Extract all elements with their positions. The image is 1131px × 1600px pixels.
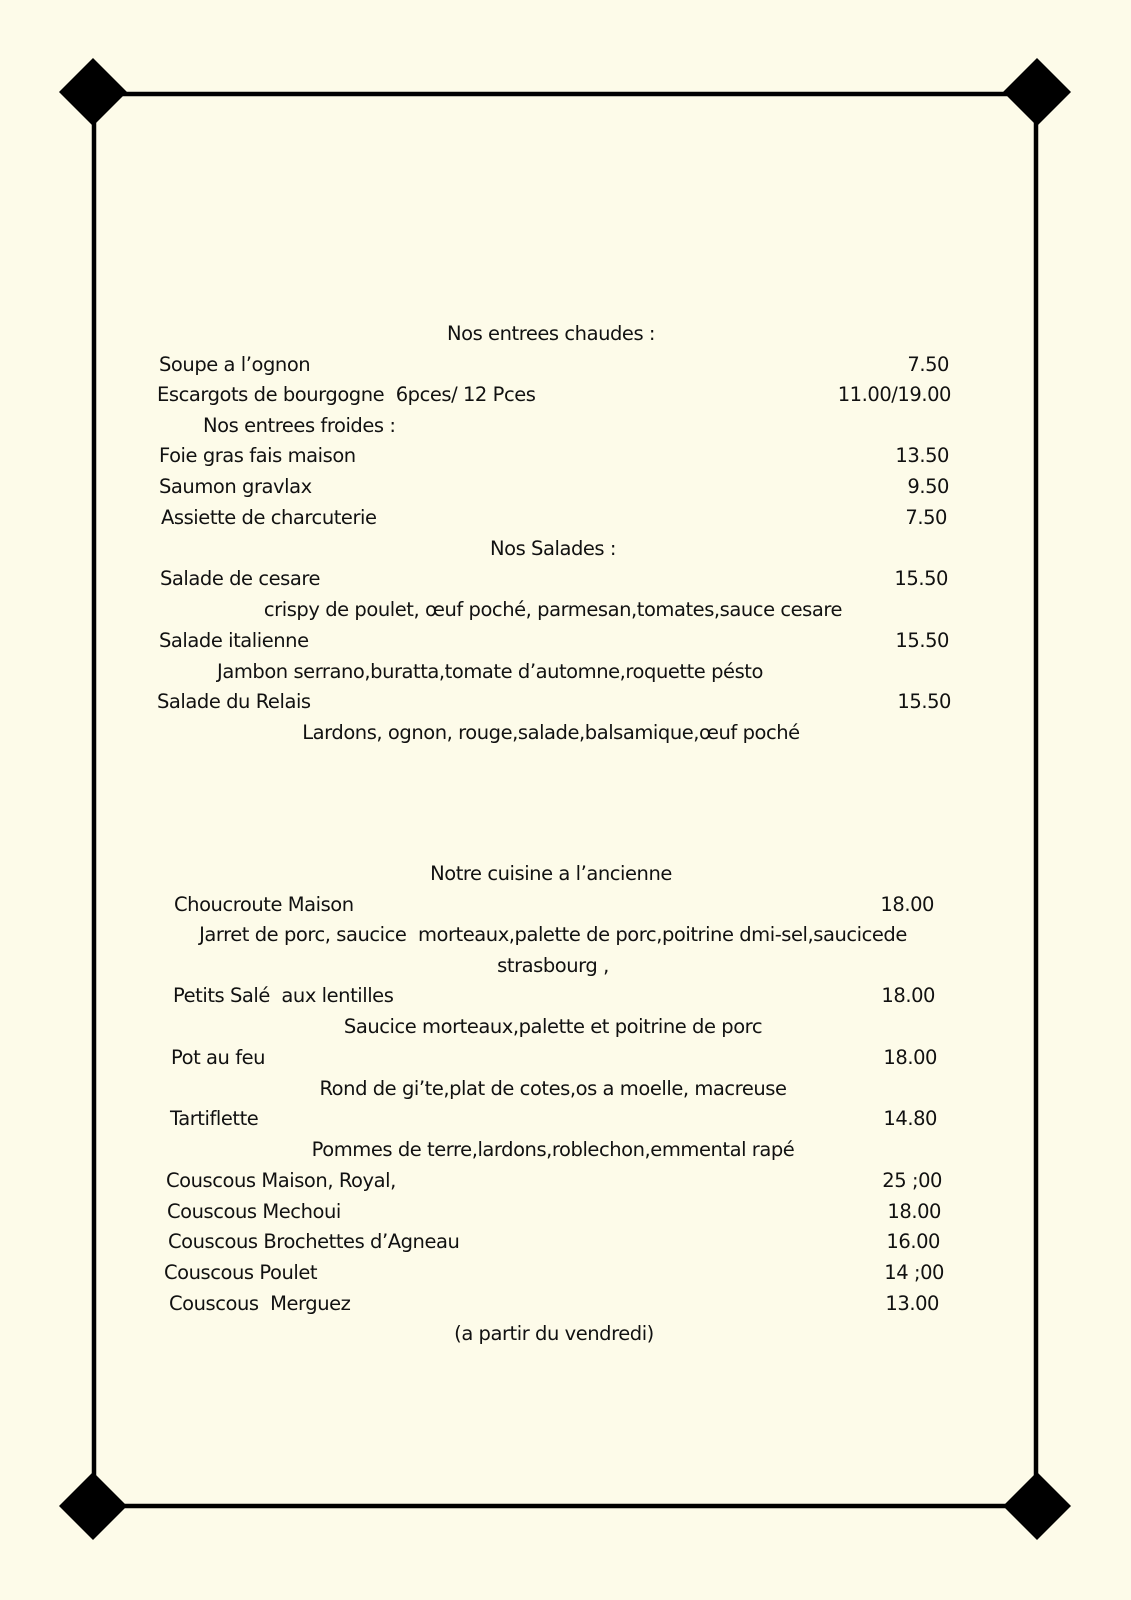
- menu-item-name: Couscous Merguez: [169, 1292, 351, 1315]
- menu-item-description: Jarret de porc, saucice morteaux,palette de porc,poitrine dmi-sel,saucicede: [199, 923, 907, 946]
- menu-item-price: 15.50: [897, 690, 951, 713]
- menu-item-description: crispy de poulet, œuf poché, parmesan,tomates,sauce cesare: [263, 598, 843, 621]
- menu-item-price: 25 ;00: [882, 1169, 942, 1192]
- menu-item-description: strasbourg ,: [497, 954, 609, 977]
- menu-item-price: 13.00: [885, 1292, 939, 1315]
- menu-item-price: 18.00: [880, 893, 934, 916]
- menu-item-price: 15.50: [895, 629, 949, 652]
- menu-item-description: Lardons, ognon, rouge,salade,balsamique,œuf poché: [302, 721, 800, 744]
- menu-item-price: 18.00: [883, 1046, 937, 1069]
- section-heading-entrees-chaudes: Nos entrees chaudes :: [446, 322, 656, 345]
- menu-item-name: Couscous Poulet: [164, 1261, 318, 1284]
- menu-item-name: Tartiflette: [170, 1107, 259, 1130]
- menu-item-name: Couscous Brochettes d’Agneau: [168, 1230, 460, 1253]
- section-heading-entrees-froides: Nos entrees froides :: [203, 414, 396, 437]
- menu-item-price: 11.00/19.00: [837, 383, 951, 406]
- diamond-icon: [59, 58, 127, 126]
- menu-item-price: 13.50: [895, 444, 949, 467]
- menu-item-name: Assiette de charcuterie: [161, 506, 377, 529]
- menu-item-name: Couscous Maison, Royal,: [166, 1169, 396, 1192]
- menu-item-price: 15.50: [894, 567, 948, 590]
- menu-item-name: Salade du Relais: [157, 690, 311, 713]
- menu-item-name: Choucroute Maison: [174, 893, 354, 916]
- menu-item-price: 7.50: [905, 506, 947, 529]
- menu-item-description: Rond de gi’te,plat de cotes,os a moelle, macreuse: [319, 1077, 787, 1100]
- menu-item-price: 7.50: [907, 353, 949, 376]
- menu-item-price: 9.50: [907, 475, 949, 498]
- menu-item-description: Jambon serrano,buratta,tomate d’automne,roquette pésto: [217, 660, 763, 683]
- availability-note: (a partir du vendredi): [454, 1322, 654, 1345]
- menu-item-price: 14 ;00: [884, 1261, 944, 1284]
- menu-item-name: Pot au feu: [171, 1046, 266, 1069]
- menu-item-name: Saumon gravlax: [159, 475, 312, 498]
- diamond-icon: [1003, 1472, 1071, 1540]
- menu-item-price: 18.00: [887, 1200, 941, 1223]
- diamond-icon: [1003, 58, 1071, 126]
- menu-item-name: Foie gras fais maison: [159, 444, 356, 467]
- menu-item-name: Escargots de bourgogne 6pces/ 12 Pces: [157, 383, 536, 406]
- menu-item-description: Saucice morteaux,palette et poitrine de porc: [343, 1015, 763, 1038]
- diamond-icon: [59, 1472, 127, 1540]
- menu-item-price: 14.80: [883, 1107, 937, 1130]
- menu-item-price: 16.00: [886, 1230, 940, 1253]
- menu-item-name: Salade de cesare: [160, 567, 321, 590]
- menu-item-price: 18.00: [881, 984, 935, 1007]
- menu-item-name: Petits Salé aux lentilles: [173, 984, 394, 1007]
- menu-item-description: Pommes de terre,lardons,roblechon,emmental rapé: [311, 1138, 795, 1161]
- menu-item-name: Couscous Mechoui: [167, 1200, 341, 1223]
- section-heading-salades: Nos Salades :: [489, 537, 617, 560]
- section-heading-cuisine-ancienne: Notre cuisine a l’ancienne: [430, 862, 672, 885]
- menu-item-name: Salade italienne: [159, 629, 309, 652]
- menu-item-name: Soupe a l’ognon: [159, 353, 311, 376]
